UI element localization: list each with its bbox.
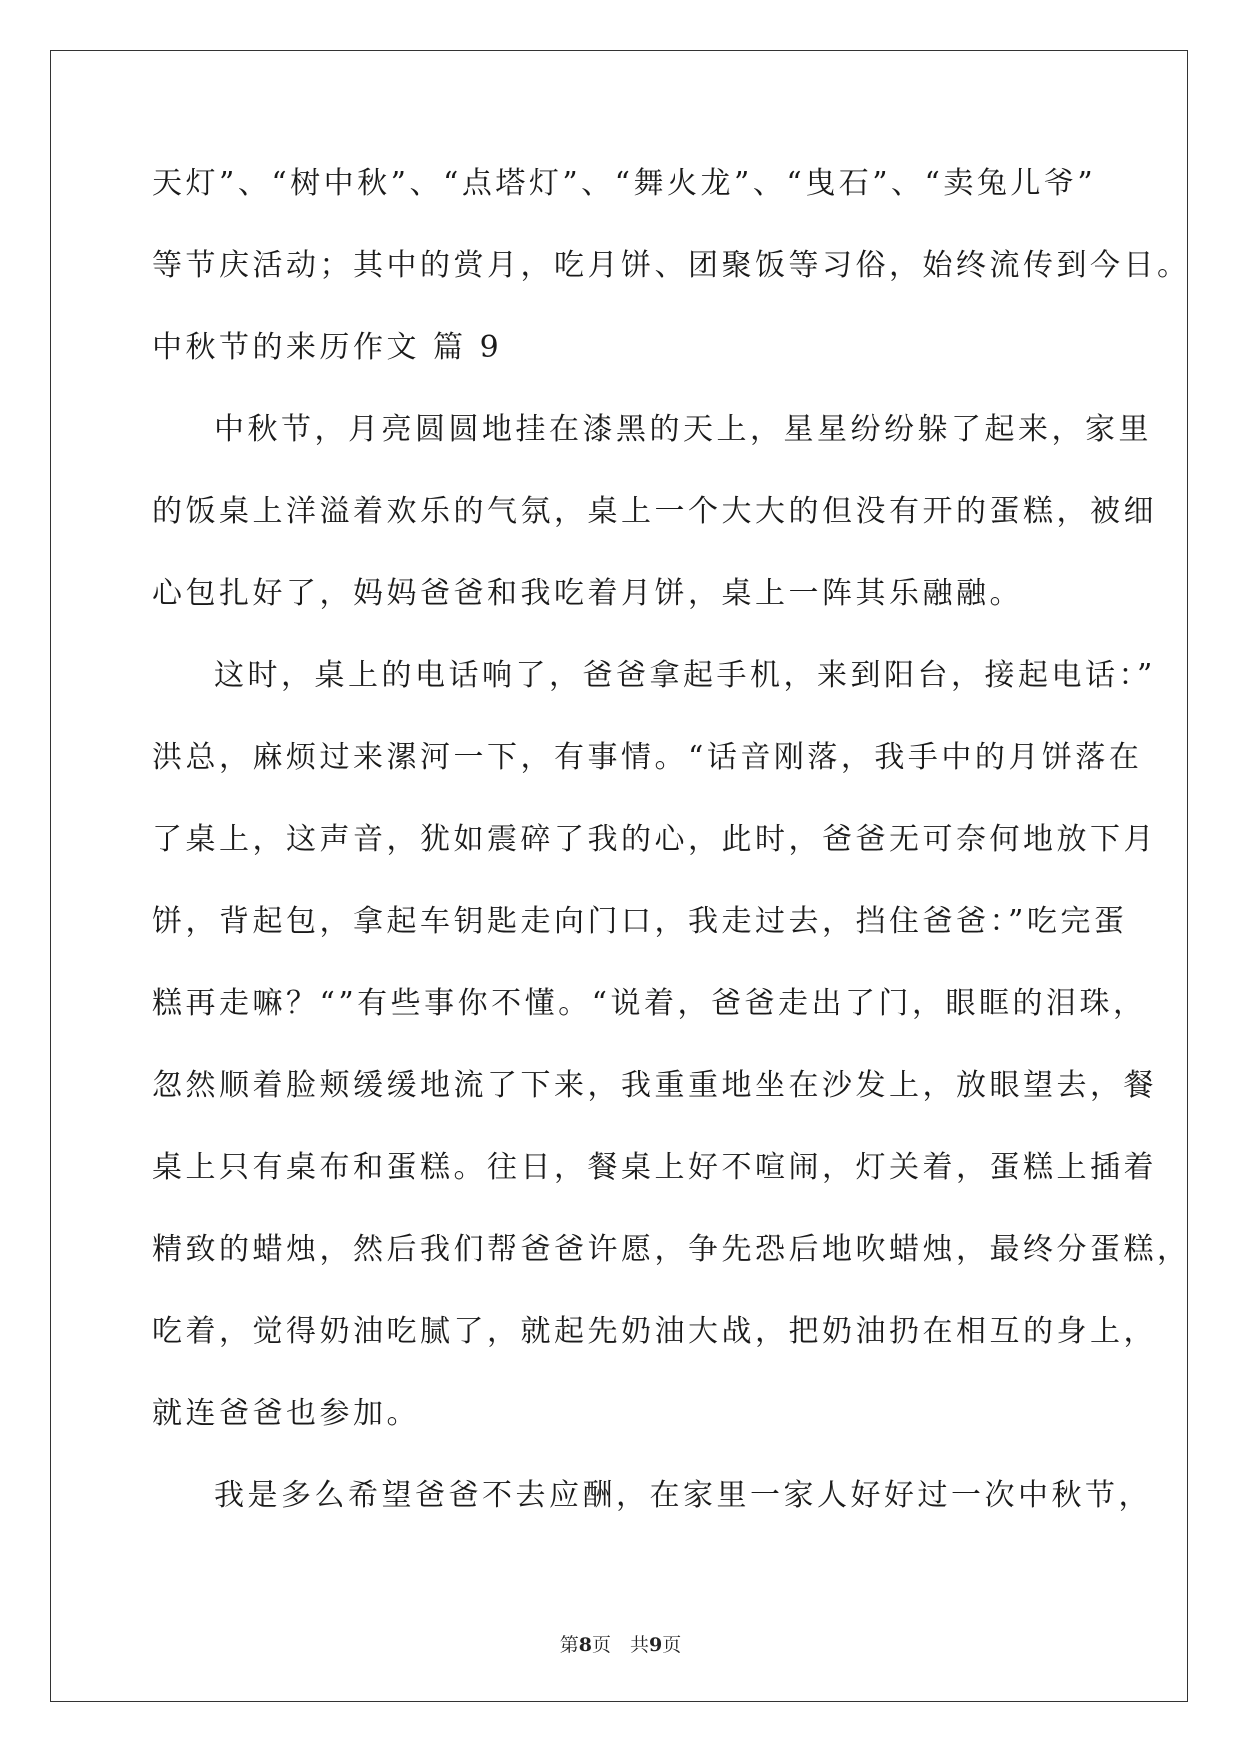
- text-line: 洪总，麻烦过来漯河一下，有事情。“话音刚落，我手中的月饼落在: [152, 740, 1143, 775]
- text-line: 的饭桌上洋溢着欢乐的气氛，桌上一个大大的但没有开的蛋糕，被细: [152, 494, 1157, 529]
- page-footer: [0, 1630, 1241, 1657]
- text-line: 我是多么希望爸爸不去应酬，在家里一家人好好过一次中秋节，: [214, 1478, 1152, 1513]
- text-line: 就连爸爸也参加。: [152, 1396, 420, 1431]
- text-line: 桌上只有桌布和蛋糕。往日，餐桌上好不喧闹，灯关着，蛋糕上插着: [152, 1150, 1157, 1185]
- total-page-number: 9: [649, 1634, 663, 1656]
- text-line: 中秋节，月亮圆圆地挂在漆黑的天上，星星纷纷躲了起来，家里: [214, 412, 1152, 447]
- text-line: 糕再走嘛？“”有些事你不懂。“说着，爸爸走出了门，眼眶的泪珠，: [152, 986, 1147, 1021]
- paragraph: [152, 1472, 1152, 1554]
- heading-text: 中秋节的来历作文 篇 9: [152, 330, 503, 365]
- paragraph: [152, 406, 1157, 652]
- document-body: [152, 160, 1191, 1554]
- text-line: 精致的蜡烛，然后我们帮爸爸许愿，争先恐后地吹蜡烛，最终分蛋糕，: [152, 1232, 1191, 1267]
- paragraph: [152, 652, 1191, 1472]
- text-line: 心包扎好了，妈妈爸爸和我吃着月饼，桌上一阵其乐融融。: [152, 576, 1023, 611]
- page-suffix: 页: [662, 1634, 682, 1656]
- text-line: 天灯”、“树中秋”、“点塔灯”、“舞火龙”、“曳石”、“卖兔儿爷”: [152, 166, 1097, 201]
- text-line: 这时，桌上的电话响了，爸爸拿起手机，来到阳台，接起电话：”: [214, 658, 1156, 693]
- text-line: 吃着，觉得奶油吃腻了，就起先奶油大战，把奶油扔在相互的身上，: [152, 1314, 1157, 1349]
- current-page-number: 8: [578, 1634, 592, 1656]
- page-prefix: 第: [559, 1634, 579, 1656]
- text-line: 了桌上，这声音，犹如震碎了我的心，此时，爸爸无可奈何地放下月: [152, 822, 1157, 857]
- text-line: 忽然顺着脸颊缓缓地流了下来，我重重地坐在沙发上，放眼望去，餐: [152, 1068, 1157, 1103]
- text-line: 等节庆活动；其中的赏月，吃月饼、团聚饭等习俗，始终流传到今日。: [152, 248, 1191, 283]
- page-mid: 页 共: [591, 1634, 649, 1656]
- section-heading: [152, 324, 1112, 406]
- paragraph-continuation: [152, 160, 1191, 324]
- text-line: 饼，背起包，拿起车钥匙走向门口，我走过去，挡住爸爸：”吃完蛋: [152, 904, 1128, 939]
